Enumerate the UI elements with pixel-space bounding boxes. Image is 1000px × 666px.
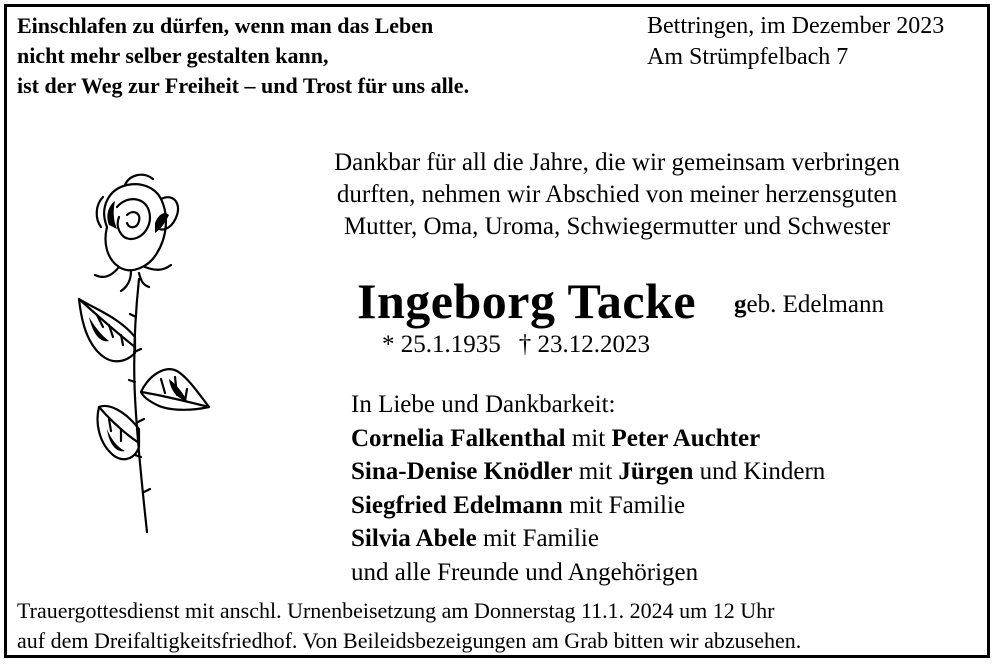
- place-and-date: [647, 11, 944, 73]
- motto-line: nicht mehr selber gestalten kann,: [17, 43, 329, 68]
- intro-line: Dankbar für all die Jahre, die wir gemeinsam verbringen: [334, 149, 900, 176]
- mourner-name: Silvia Abele: [351, 525, 477, 552]
- motto-line: Einschlafen zu dürfen, wenn man das Leben: [17, 13, 434, 38]
- life-dates: [382, 330, 650, 360]
- mourner-line: [351, 422, 825, 456]
- mourner-rest: und Kindern: [693, 458, 826, 485]
- service-line: auf dem Dreifaltigkeitsfriedhof. Von Beileidsbezeigungen am Grab bitten wir abzusehen.: [17, 628, 802, 653]
- rose-drawing-icon: [69, 167, 229, 537]
- address-line: Am Strümpfelbach 7: [647, 44, 849, 70]
- mourner-connector: mit: [572, 458, 619, 485]
- mourner-line: [351, 489, 825, 523]
- mourner-connector: mit Familie: [476, 525, 599, 552]
- place-date-line: Bettringen, im Dezember 2023: [647, 13, 945, 39]
- mourner-partner-name: Jürgen: [618, 458, 694, 485]
- service-line: Trauergottesdienst mit anschl. Urnenbeisetzung am Donnerstag 11.1. 2024 um 12 Uhr: [17, 598, 775, 623]
- death-date: † 23.12.2023: [518, 331, 650, 358]
- birth-date: * 25.1.1935: [382, 331, 501, 358]
- intro-text: [287, 147, 947, 243]
- obituary-notice: [4, 4, 990, 658]
- mourner-line: [351, 455, 825, 489]
- mourner-line: [351, 522, 825, 556]
- intro-line: durften, nehmen wir Abschied von meiner herzensguten: [336, 181, 898, 208]
- mourners-list: [351, 388, 825, 589]
- mourner-connector: mit: [565, 424, 612, 452]
- maiden-name: [734, 290, 884, 320]
- deceased-name: Ingeborg Tacke: [357, 273, 697, 329]
- motto-line: ist der Weg zur Freiheit – und Trost für uns alle.: [17, 73, 470, 98]
- mourner-name: Cornelia Falkenthal: [351, 424, 566, 452]
- intro-line: Mutter, Oma, Uroma, Schwiegermutter und Schwester: [343, 213, 891, 240]
- mourners-heading: In Liebe und Dankbarkeit:: [351, 391, 616, 418]
- funeral-service-info: [17, 596, 801, 656]
- mourner-name: Siegfried Edelmann: [351, 491, 563, 519]
- motto-quote: [17, 11, 469, 101]
- mourner-name: Sina-Denise Knödler: [351, 458, 573, 485]
- mourner-connector: mit Familie: [562, 491, 686, 519]
- mourners-closing: und alle Freunde und Angehörigen: [351, 558, 699, 586]
- maiden-name-prefix: g: [734, 291, 747, 318]
- maiden-name-rest: eb. Edelmann: [746, 291, 884, 318]
- mourner-partner-name: Peter Auchter: [611, 424, 761, 452]
